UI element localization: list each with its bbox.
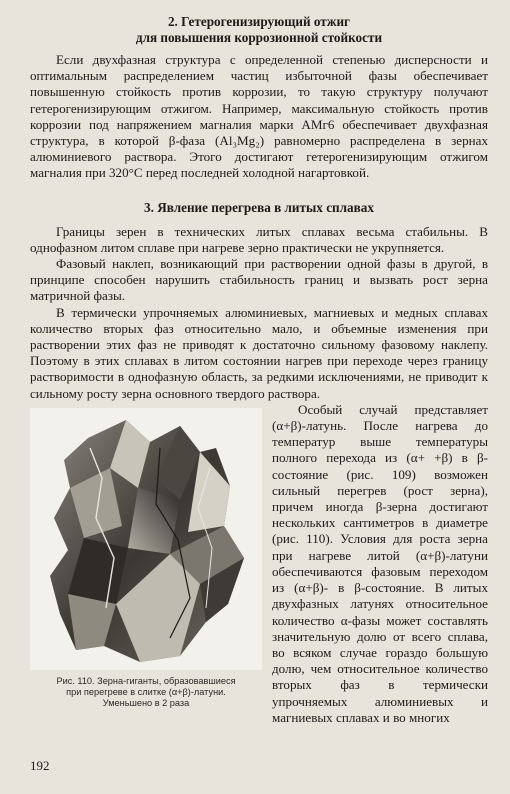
caption-line-3: Уменьшено в 2 раза <box>102 697 190 708</box>
section-3-paragraph-3: В термически упрочняемых алюминиевых, магниевых и медных сплавах количество вторых фаз относительно мало, и объемные изменения при растворении этих фаз не приводят к достаточно сильному фазовому наклепу. Поэтому в этих сплавах в литом состоянии нагрев при переходе через границу растворимости в однофазную область, за редкими исключениями, не приводит к сильному росту зерна основного твердого раствора. <box>30 304 488 401</box>
section-2-title <box>30 14 488 46</box>
section-2-title-line1: 2. Гетерогенизирующий отжиг <box>167 14 351 29</box>
section-2-paragraph: Если двухфазная структура с определенной степенью дисперсности и оптимальным распределением частиц избыточной фазы обеспечивает повышенную стойкость против коррозии, то такую структуру получают гетерогенизирующим отжигом. Например, максимальную стойкость против коррозии под напряжением магналия марки АМг6 обеспечивает двухфазная структура, в которой β-фаза (Al₃Mg₂) равномерно распределена в зернах алюминиевого раствора. Этого достигают гетерогенизирующим отжигом магналия при 320°С перед последней холодной нагартовкой. <box>30 52 488 181</box>
section-3-paragraph-2: Фазовый наклеп, возникающий при растворении одной фазы в другой, в принципе способен нарушить стабильность границ и вызвать рост зерна матричной фазы. <box>30 256 488 304</box>
figure-110 <box>30 408 262 709</box>
caption-line-2: при перегреве в слитке (α+β)-латуни. <box>66 686 226 697</box>
giant-grains-photo <box>30 408 262 670</box>
section-2-title-line2: для повышения коррозионной стойкости <box>135 30 383 45</box>
section-3-paragraph-4: Особый случай представляет (α+β)-латунь. После нагрева до температур выше температуры полного перехода из (α+ +β) в β-состояние (рис. 109) возможен сильный перегрев (рост зерна), причем иногда β-зерна достигают нескольких сантиметров в диаметре (рис. 110). Условия для роста зерна при нагреве литой (α+β)-латуни обеспечиваются фазовым переходом из (α+β)- в β-состояние. В литых двухфазных латунях относительное количество α-фазы может составлять значительную долю от всего сплава, во всяком случае гораздо большую долю, чем относительное количество вторых фаз в термически упрочняемых алюминиевых и магниевых сплавах и во многих <box>272 401 488 725</box>
page-number: 192 <box>30 758 50 773</box>
section-3-title: 3. Явление перегрева в литых сплавах <box>144 199 374 215</box>
wrap-block <box>30 402 488 726</box>
section-3-paragraph-1: Границы зерен в технических литых сплавах весьма стабильны. В однофазном литом сплаве при нагреве зерно практически не укрупняется. <box>30 223 488 255</box>
caption-line-1: Рис. 110. Зерна-гиганты, образовавшиеся <box>56 675 236 686</box>
figure-caption <box>30 676 262 709</box>
